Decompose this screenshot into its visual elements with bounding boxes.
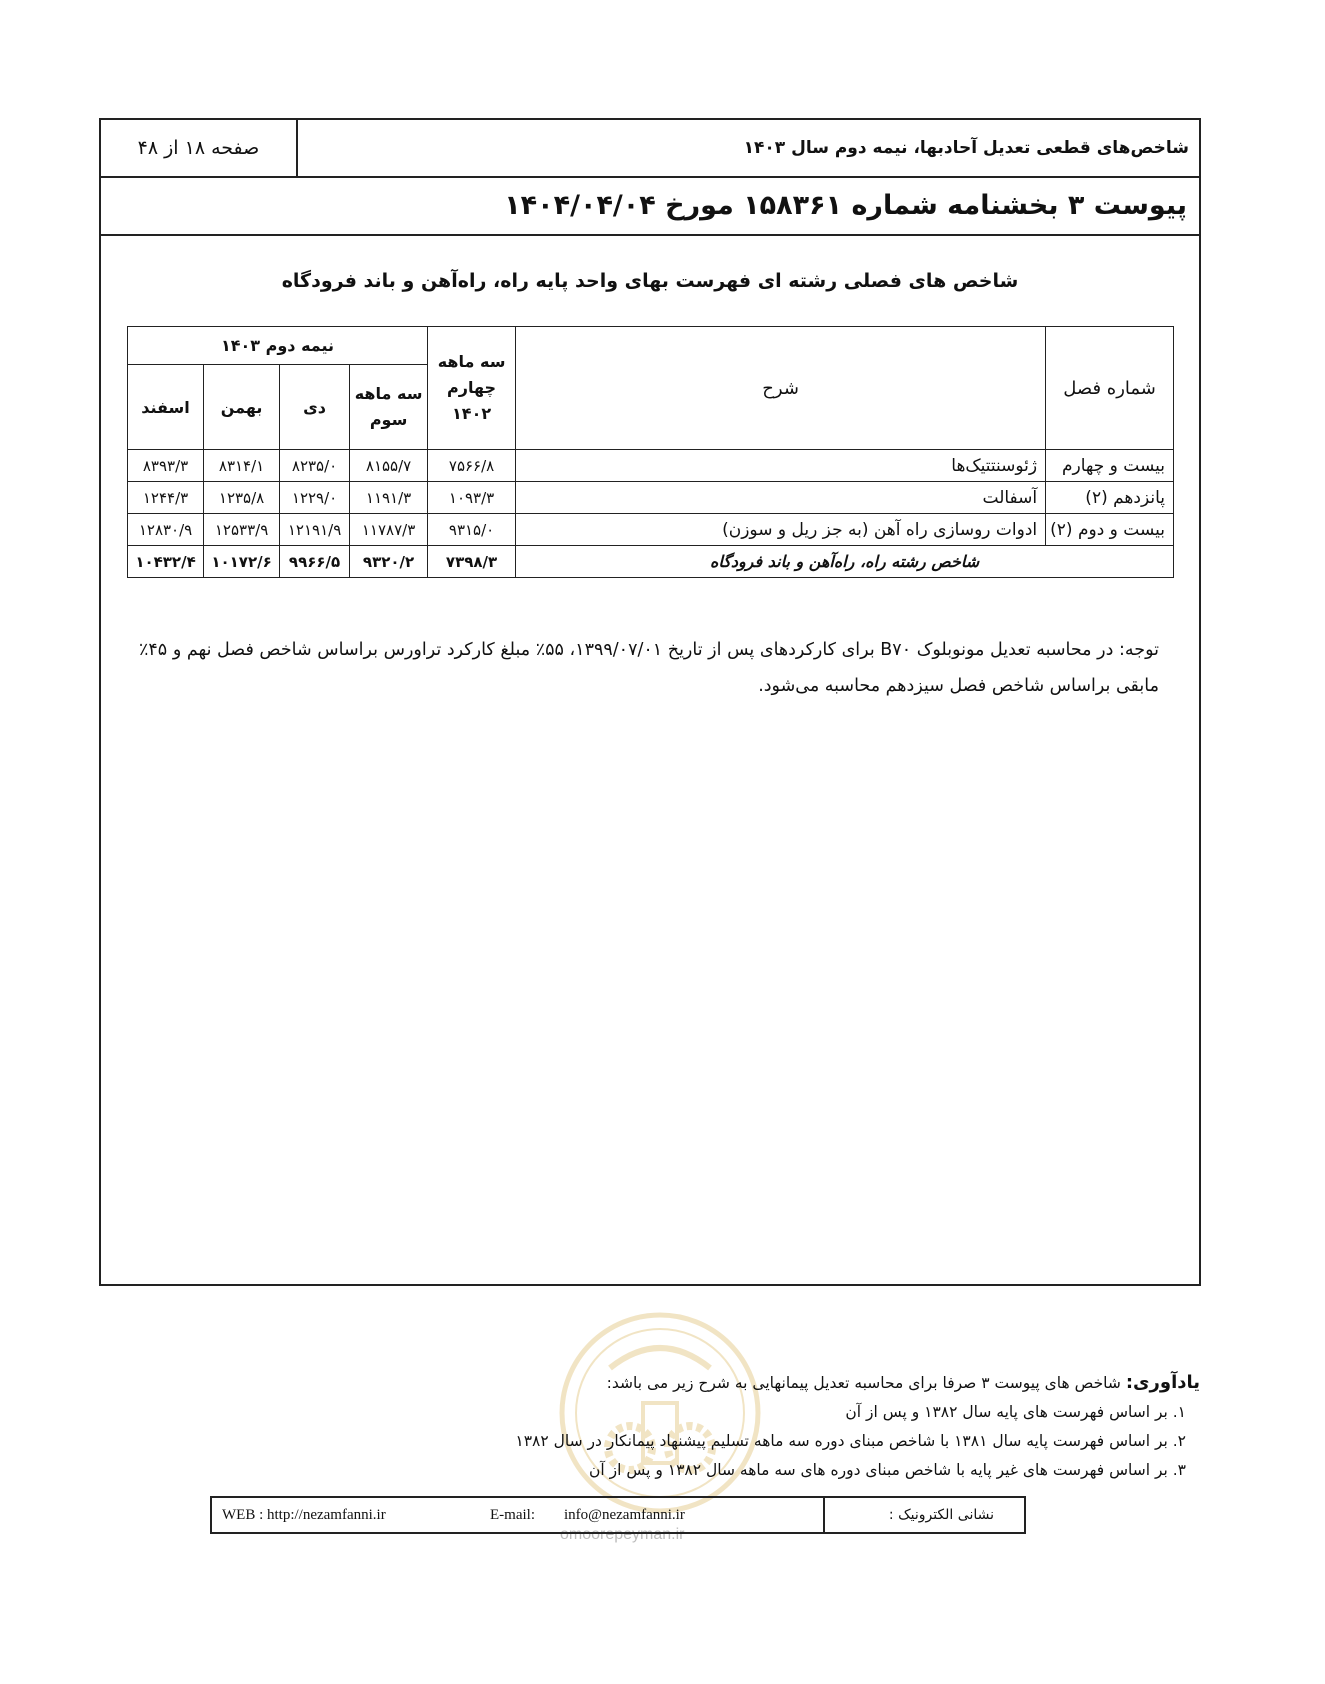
header-row — [101, 120, 1199, 178]
section-title: شاخص های فصلی رشته ای فهرست بهای واحد پایه راه، راه‌آهن و باند فرودگاه — [281, 270, 1019, 292]
web-link[interactable]: WEB : http://nezamfanni.ir — [222, 1507, 386, 1523]
esfand-cell: ۱۲۸۳۰/۹ — [128, 514, 204, 546]
q3-cell: ۱۱۹۱/۳ — [350, 482, 428, 514]
chapter-cell: بیست و دوم (۲) — [1046, 514, 1174, 546]
chapter-cell: پانزدهم (۲) — [1046, 482, 1174, 514]
total-description: شاخص رشته راه، راه‌آهن و باند فرودگاه — [516, 546, 1174, 578]
total-row — [128, 546, 1174, 578]
description-cell: ژئوسنتتیک‌ها — [516, 450, 1046, 482]
bahman-cell: ۱۲۳۵/۸ — [204, 482, 280, 514]
table-row — [128, 514, 1174, 546]
contact-divider — [823, 1498, 825, 1532]
contact-label: نشانی الکترونیک : — [888, 1507, 994, 1523]
reminder-lead: یادآوری: — [1125, 1372, 1200, 1393]
dey-cell: ۱۲۱۹۱/۹ — [280, 514, 350, 546]
table-row — [128, 482, 1174, 514]
watermark-site: omoorepeyman.ir — [560, 1526, 685, 1543]
table-row — [128, 450, 1174, 482]
header-esfand: اسفند — [128, 365, 204, 450]
q3-cell: ۸۱۵۵/۷ — [350, 450, 428, 482]
prev-cell: ۹۳۱۵/۰ — [428, 514, 516, 546]
esfand-cell: ۸۳۹۳/۳ — [128, 450, 204, 482]
bahman-cell: ۱۲۵۳۳/۹ — [204, 514, 280, 546]
doc-title: شاخص‌های قطعی تعدیل آحادبها، نیمه دوم سال ۱۴۰۳ — [743, 138, 1189, 158]
header-description: شرح — [516, 327, 1046, 450]
page-number-cell — [101, 120, 298, 176]
header-prev-quarter: سه ماهه چهارم ۱۴۰۲ — [428, 327, 516, 450]
description-cell: آسفالت — [516, 482, 1046, 514]
total-bahman: ۱۰۱۷۲/۶ — [204, 546, 280, 578]
q3-cell: ۱۱۷۸۷/۳ — [350, 514, 428, 546]
list-item: ۳. بر اساس فهرست های غیر پایه با شاخص مبنای دوره های سه ماهه سال ۱۳۸۲ و پس از آن — [589, 1461, 1186, 1479]
index-table — [127, 326, 1174, 578]
reminder-block — [300, 1368, 1200, 1485]
bahman-cell: ۸۳۱۴/۱ — [204, 450, 280, 482]
header-q3: سه ماهه سوم — [350, 365, 428, 450]
total-prev: ۷۳۹۸/۳ — [428, 546, 516, 578]
total-dey: ۹۹۶۶/۵ — [280, 546, 350, 578]
email-label: E-mail: — [490, 1507, 535, 1523]
header-group-second-half: نیمه دوم ۱۴۰۳ — [128, 327, 428, 365]
list-item: ۱. بر اساس فهرست های پایه سال ۱۳۸۲ و پس از آن — [845, 1403, 1186, 1421]
header-chapter: شماره فصل — [1046, 327, 1174, 450]
chapter-cell: بیست و چهارم — [1046, 450, 1174, 482]
note-paragraph: توجه: در محاسبه تعدیل مونوبلوک B۷۰ برای کارکردهای پس از تاریخ ۱۳۹۹/۰۷/۰۱، ۵۵٪ مبلغ کارکرد تراورس براساس شاخص فصل نهم و ۴۵٪ مابقی براساس شاخص فصل سیزدهم محاسبه می‌شود. — [139, 640, 1159, 696]
circular-title: پیوست ۳ بخشنامه شماره ۱۵۸۳۶۱ مورخ ۱۴۰۴/۰۴/۰۴ — [504, 190, 1187, 221]
prev-cell: ۱۰۹۳/۳ — [428, 482, 516, 514]
prev-cell: ۷۵۶۶/۸ — [428, 450, 516, 482]
document-frame — [99, 118, 1201, 1286]
reminder-intro: شاخص های پیوست ۳ صرفا برای محاسبه تعدیل پیمانهایی به شرح زیر می باشد: — [606, 1374, 1121, 1392]
total-q3: ۹۳۲۰/۲ — [350, 546, 428, 578]
dey-cell: ۱۲۲۹/۰ — [280, 482, 350, 514]
dey-cell: ۸۲۳۵/۰ — [280, 450, 350, 482]
description-cell: ادوات روسازی راه آهن (به جز ریل و سوزن) — [516, 514, 1046, 546]
page-label: صفحه ۱۸ از ۴۸ — [137, 137, 260, 159]
email-link[interactable]: info@nezamfanni.ir — [564, 1507, 685, 1523]
contact-bar — [210, 1496, 1026, 1534]
total-esfand: ۱۰۴۳۲/۴ — [128, 546, 204, 578]
esfand-cell: ۱۲۴۴/۳ — [128, 482, 204, 514]
reminder-list — [300, 1398, 1200, 1485]
header-dey: دی — [280, 365, 350, 450]
header-bahman: بهمن — [204, 365, 280, 450]
list-item: ۲. بر اساس فهرست پایه سال ۱۳۸۱ با شاخص مبنای دوره سه ماهه تسلیم پیشنهاد پیمانکار در سال ۱۳۸۲ — [515, 1432, 1186, 1450]
circular-row — [101, 178, 1199, 236]
